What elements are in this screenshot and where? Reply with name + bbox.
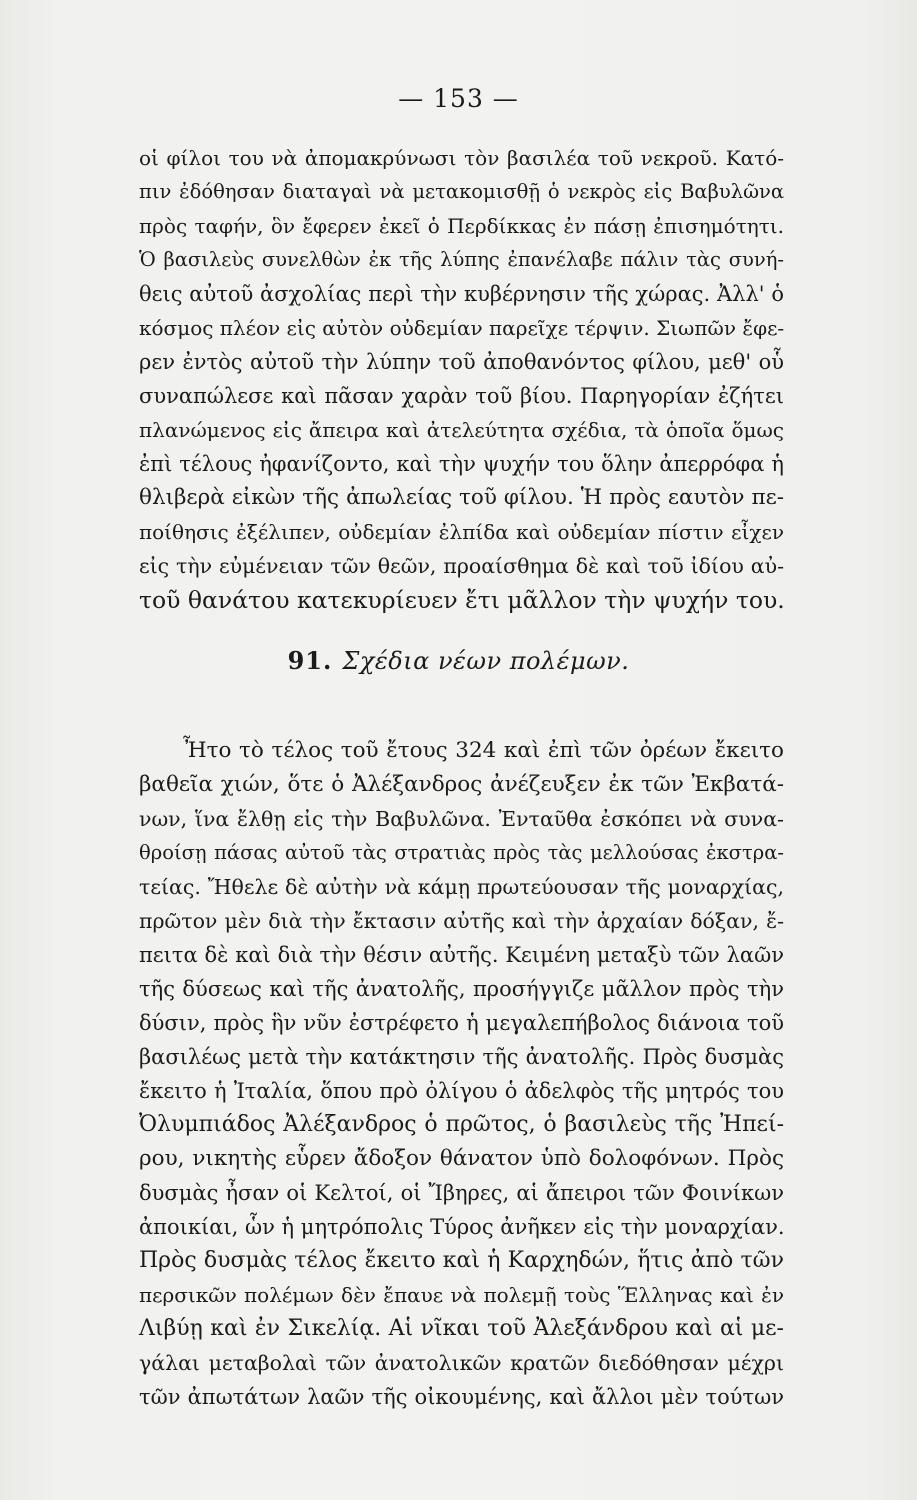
text-line: δυσμὰς ἦσαν οἱ Κελτοί, οἱ Ἴβηρες, αἱ ἄπειροι τῶν Φοινίκων	[139, 1181, 784, 1205]
text-line: ἔκειτο ἡ Ἰταλία, ὅπου πρὸ ὀλίγου ὁ ἀδελφὸς τῆς μητρός του	[139, 1079, 784, 1103]
text-line: νων, ἵνα ἔλθῃ εἰς τὴν Βαβυλῶνα. Ἐνταῦθα ἐσκόπει νὰ συνα-	[139, 807, 784, 831]
section-number: 91.	[287, 646, 333, 675]
text-line: τείας. Ἤθελε δὲ αὐτὴν νὰ κάμῃ πρωτεύουσαν τῆς μοναρχίας,	[139, 875, 784, 899]
text-line: συναπώλεσε καὶ πᾶσαν χαρὰν τοῦ βίου. Παρηγορίαν ἐζήτει	[139, 384, 784, 408]
text-line: Ὁ βασιλεὺς συνελθὼν ἐκ τῆς λύπης ἐπανέλαβε πάλιν τὰς συνή-	[139, 248, 784, 271]
text-line: ρου, νικητὴς εὗρεν ἄδοξον θάνατον ὑπὸ δολοφόνων. Πρὸς	[139, 1146, 784, 1171]
text-line: πρὸς ταφήν, ὃν ἔφερεν ἐκεῖ ὁ Περδίκκας ἐν πάσῃ ἐπισημότητι.	[139, 214, 784, 238]
text-line: Ὀλυμπιάδος Ἀλέξανδρος ὁ πρῶτος, ὁ βασιλεὺς τῆς Ἠπεί-	[139, 1112, 784, 1137]
text-line: θλιβερὰ εἰκὼν τῆς ἀπωλείας τοῦ φίλου. Ἡ πρὸς εαυτὸν πε-	[139, 485, 784, 510]
page-number: — 153 —	[398, 84, 519, 113]
text-line: πρῶτον μὲν διὰ τὴν ἔκτασιν αὐτῆς καὶ τὴν ἀρχαίαν δόξαν, ἔ-	[139, 909, 784, 933]
text-line: ἐπὶ τέλους ἠφανίζοντο, καὶ τὴν ψυχήν του ὅλην ἀπερρόφα ἡ	[139, 452, 784, 476]
text-line: πιν ἐδόθησαν διαταγαὶ νὰ μετακομισθῇ ὁ νεκρὸς εἰς Βαβυλῶνα	[139, 180, 784, 203]
text-line: Λιβύῃ καὶ ἐν Σικελίᾳ. Αἱ νῖκαι τοῦ Ἀλεξάνδρου καὶ αἱ με-	[139, 1316, 784, 1341]
text-line: δύσιν, πρὸς ἣν νῦν ἐστρέφετο ἡ μεγαλεπήβολος διάνοια τοῦ	[139, 1011, 784, 1035]
text-line: γάλαι μεταβολαὶ τῶν ἀνατολικῶν κρατῶν διεδόθησαν μέχρι	[139, 1351, 784, 1375]
text-line: ρεν ἐντὸς αὐτοῦ τὴν λύπην τοῦ ἀποθανόντος φίλου, μεθ' οὗ	[139, 350, 784, 374]
text-line: εἰς τὴν εὐμένειαν τῶν θεῶν, προαίσθημα δὲ καὶ τοῦ ἰδίου αὐ-	[139, 554, 784, 578]
text-line: πλανώμενος εἰς ἄπειρα καὶ ἀτελεύτητα σχέδια, τὰ ὁποῖα ὅμως	[139, 418, 784, 442]
section-heading	[0, 643, 917, 679]
text-line: Πρὸς δυσμὰς τέλος ἔκειτο καὶ ἡ Καρχηδών, ἥτις ἀπὸ τῶν	[139, 1248, 784, 1273]
text-line: ποίθησις ἐξέλιπεν, οὐδεμίαν ἐλπίδα καὶ οὐδεμίαν πίστιν εἶχεν	[139, 520, 784, 544]
text-line: οἱ φίλοι του νὰ ἀπομακρύνωσι τὸν βασιλέα τοῦ νεκροῦ. Κατό-	[139, 146, 784, 170]
text-line: τοῦ θανάτου κατεκυρίευεν ἔτι μᾶλλον τὴν ψυχήν του.	[139, 586, 785, 614]
text-line: βαθεῖα χιών, ὅτε ὁ Ἀλέξανδρος ἀνέζευξεν ἐκ τῶν Ἐκβατά-	[139, 772, 784, 797]
text-line: τῶν ἀπωτάτων λαῶν τῆς οἰκουμένης, καὶ ἄλλοι μὲν τούτων	[139, 1385, 784, 1409]
text-line: περσικῶν πολέμων δὲν ἔπαυε νὰ πολεμῇ τοὺς Ἕλληνας καὶ ἐν	[139, 1283, 784, 1307]
text-line: θεις αὐτοῦ ἀσχολίας περὶ τὴν κυβέρνησιν τῆς χώρας. Ἀλλ' ὁ	[139, 282, 784, 306]
section-title: Σχέδια νέων πολέμων.	[342, 647, 630, 675]
text-line: βασιλέως μετὰ τὴν κατάκτησιν τῆς ἀνατολῆς. Πρὸς δυσμὰς	[139, 1045, 784, 1069]
text-line: ἀποικίαι, ὧν ἡ μητρόπολις Τύρος ἀνῆκεν εἰς τὴν μοναρχίαν.	[139, 1215, 785, 1239]
text-line: θροίσῃ πάσας αὐτοῦ τὰς στρατιὰς πρὸς τὰς μελλούσας ἐκστρα-	[139, 841, 784, 864]
text-line: τῆς δύσεως καὶ τῆς ἀνατολῆς, προσήγγιζε μᾶλλον πρὸς τὴν	[139, 977, 784, 1001]
text-line: Ἦτο τὸ τέλος τοῦ ἔτους 324 καὶ ἐπὶ τῶν ὀρέων ἔκειτο	[183, 738, 784, 763]
text-line: κόσμος πλέον εἰς αὐτὸν οὐδεμίαν παρεῖχε τέρψιν. Σιωπῶν ἔφε-	[139, 316, 785, 340]
text-line: πειτα δὲ καὶ διὰ τὴν θέσιν αὐτῆς. Κειμένη μεταξὺ τῶν λαῶν	[139, 943, 784, 967]
